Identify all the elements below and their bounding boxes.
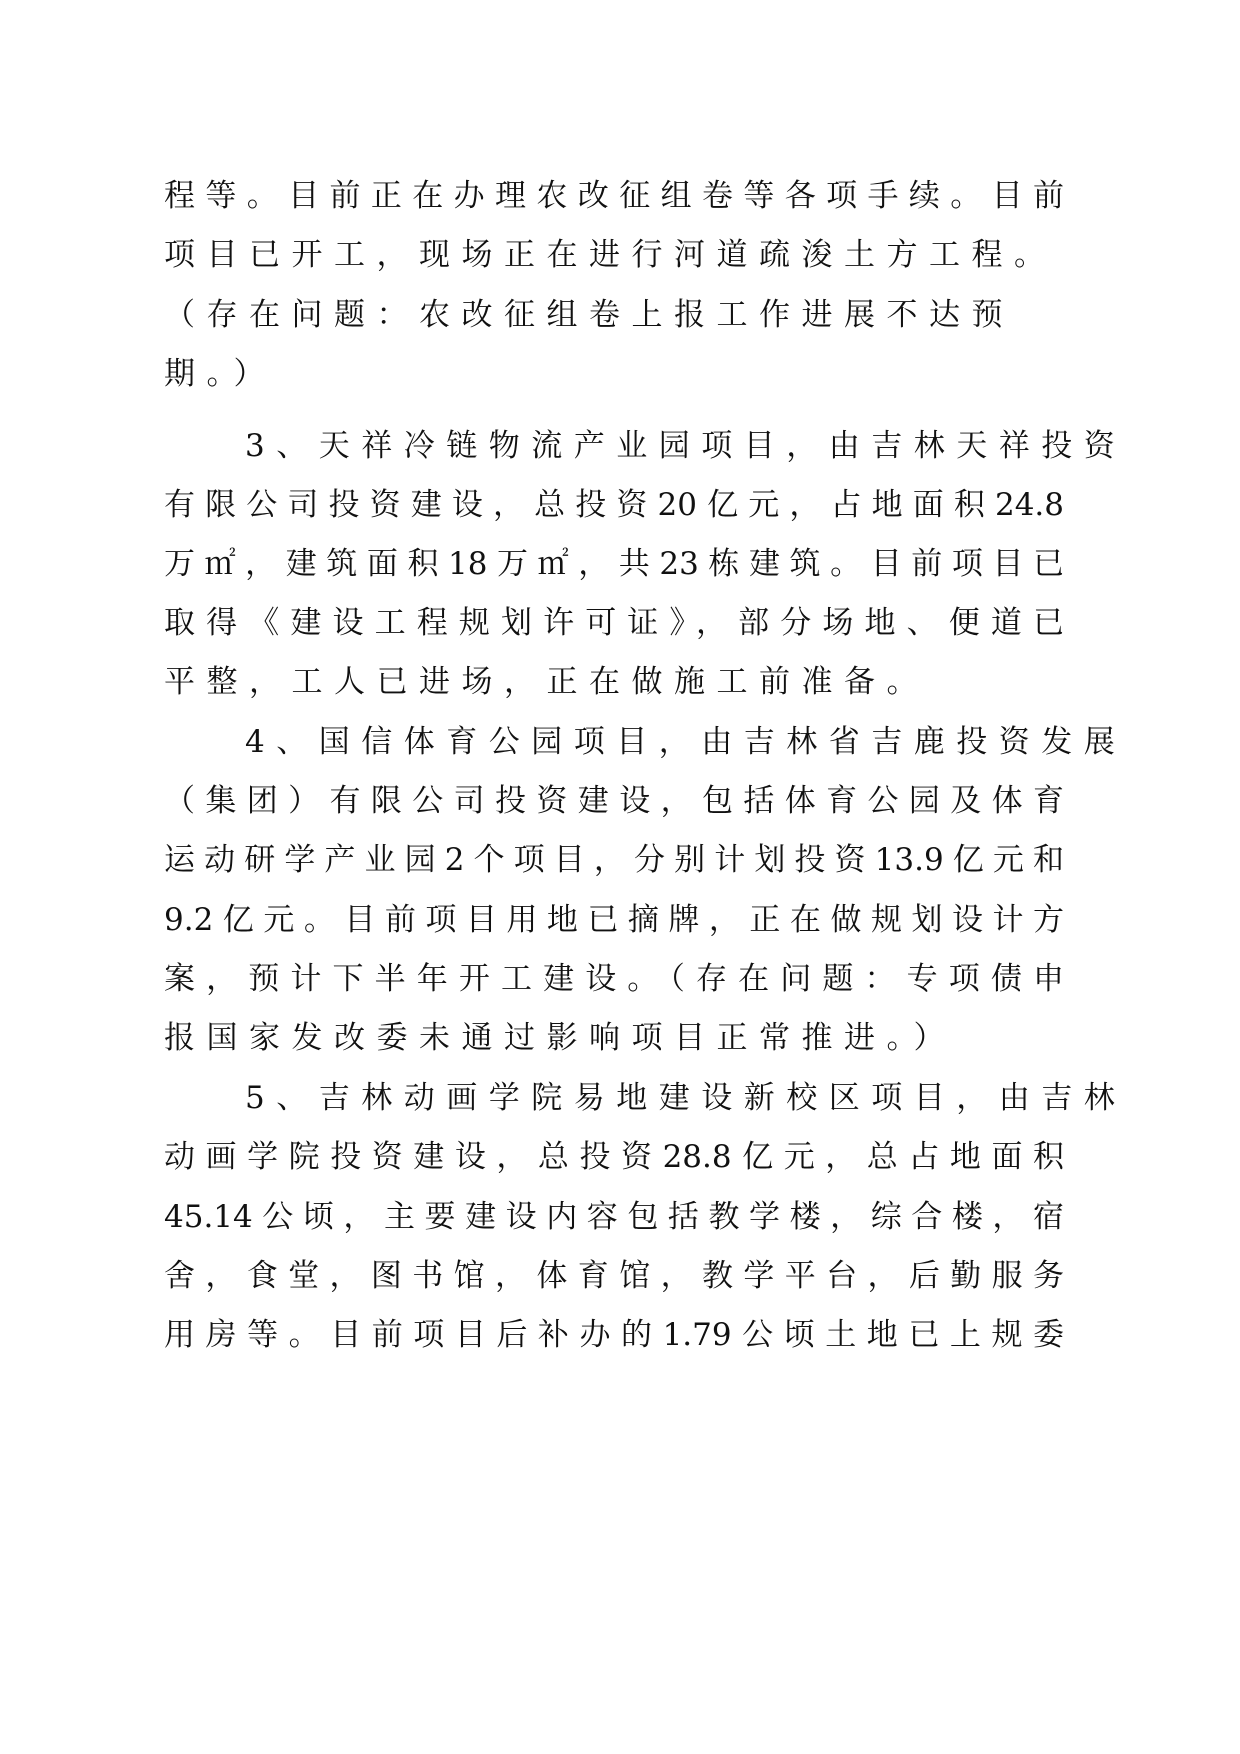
paragraph-3-line-4: 取得《建设工程规划许可证》，部分场地、便道已 [164,605,1064,641]
paragraph-3-line-1: 3、天祥冷链物流产业园项目，由吉林天祥投资 [245,428,1127,464]
paragraph-4-line-4: 9.2亿元。目前项目用地已摘牌，正在做规划设计方 [164,902,1064,938]
text-line-1: 程等。目前正在办理农改征组卷等各项手续。目前 [164,178,1064,214]
paragraph-5-line-2: 动画学院投资建设，总投资28.8亿元，总占地面积 [164,1139,1064,1175]
paragraph-5-line-4: 舍，食堂，图书馆，体育馆，教学平台，后勤服务 [164,1258,1064,1294]
paragraph-3-line-2: 有限公司投资建设，总投资20亿元，占地面积24.8 [164,487,1064,523]
text-line-3: （存在问题：农改征组卷上报工作进展不达预 [164,297,1014,333]
paragraph-5-line-3: 45.14公顷，主要建设内容包括教学楼，综合楼，宿 [164,1199,1064,1235]
paragraph-4-line-3: 运动研学产业园2个项目，分别计划投资13.9亿元和 [164,842,1064,878]
paragraph-3-line-3: 万㎡，建筑面积18万㎡，共23栋建筑。目前项目已 [164,546,1064,582]
paragraph-4-line-2: （集团）有限公司投资建设，包括体育公园及体育 [164,783,1064,819]
text-line-4: 期。） [164,356,276,392]
paragraph-5-line-5: 用房等。目前项目后补办的1.79公顷土地已上规委 [164,1317,1064,1353]
paragraph-3-line-5: 平整，工人已进场，正在做施工前准备。 [164,664,929,700]
paragraph-4-line-1: 4、国信体育公园项目，由吉林省吉鹿投资发展 [245,724,1127,760]
text-line-2: 项目已开工，现场正在进行河道疏浚土方工程。 [164,237,1057,273]
paragraph-4-line-5: 案，预计下半年开工建设。（存在问题：专项债申 [164,961,1064,997]
paragraph-5-line-1: 5、吉林动画学院易地建设新校区项目，由吉林 [245,1080,1127,1116]
paragraph-4-line-6: 报国家发改委未通过影响项目正常推进。） [164,1020,956,1056]
